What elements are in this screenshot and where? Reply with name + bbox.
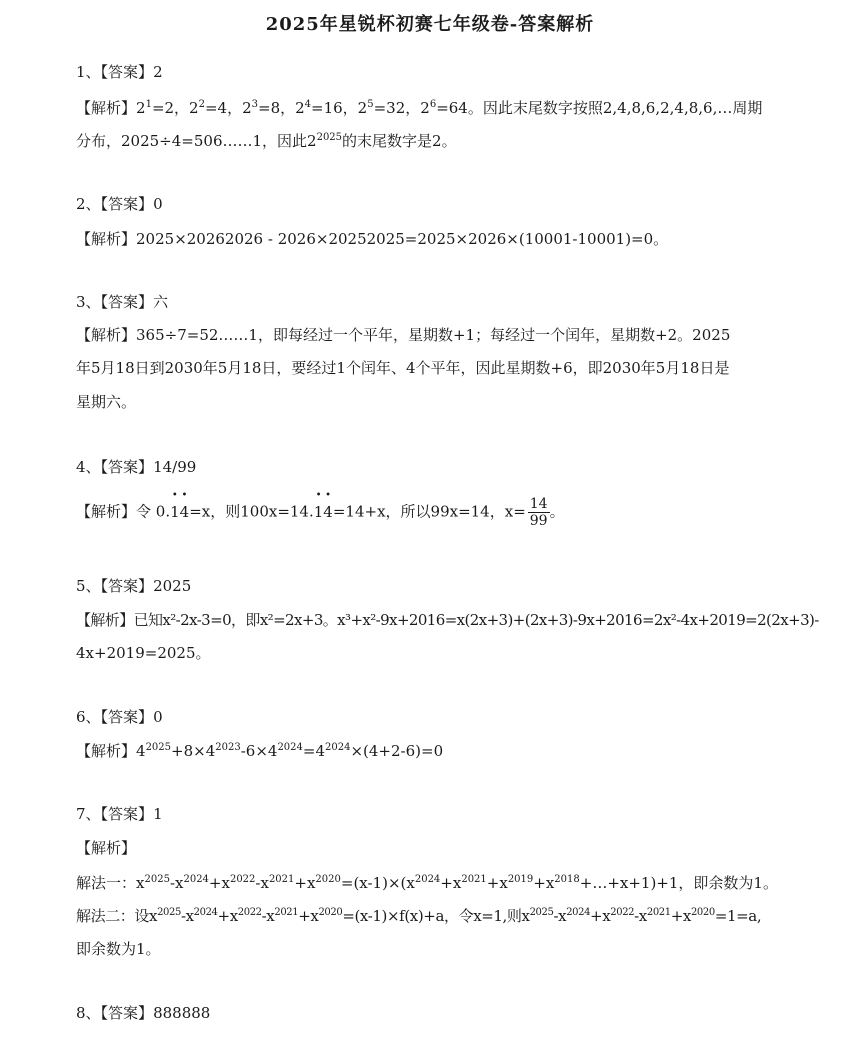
answer-label: 【答案】 xyxy=(100,293,154,311)
q4-answer: 14/99 xyxy=(153,458,197,476)
answer-label: 【答案】 xyxy=(100,63,154,81)
q3-answer-line xyxy=(76,292,168,312)
answer-label: 【答案】 xyxy=(100,1004,154,1022)
q3-number: 3、 xyxy=(76,293,101,311)
fraction: $\frac{14}{99}$ xyxy=(529,496,548,529)
q7-number: 7、 xyxy=(76,805,101,823)
document-title: 2025年星锐杯初赛七年级卷-答案解析 xyxy=(265,14,595,35)
q8-answer-line xyxy=(76,1003,210,1023)
q6-analysis: 【解析】$4^{2025}+8\times 4^{2023}-6\times 4^{2024}=4^{2024}\times(4+2-6)=0$ xyxy=(76,742,444,760)
q8-answer: 888888 xyxy=(153,1004,211,1022)
q1-answer-line xyxy=(76,62,163,82)
answer-label: 【答案】 xyxy=(100,577,154,595)
repeating-dot: • 4 xyxy=(323,502,333,522)
q1-number: 1、 xyxy=(76,63,101,81)
q5-answer-line xyxy=(76,576,191,596)
analysis-label: 【解析】 xyxy=(76,99,137,117)
answer-label: 【答案】 xyxy=(100,708,154,726)
q5-analysis-line2: 4x+2019=2025。 xyxy=(76,644,211,662)
q3-answer: 六 xyxy=(153,293,169,311)
q7-method-2-line2: 即余数为1。 xyxy=(76,940,161,958)
q2-analysis: 【解析】2025×20262026 - 2026×20252025=2025×2026×(10001-10001)=0。 xyxy=(76,230,669,248)
q4-answer-line xyxy=(76,457,196,477)
q6-answer-line xyxy=(76,707,163,727)
repeating-dot: • 1 xyxy=(170,502,180,522)
q6-number: 6、 xyxy=(76,708,101,726)
q3-analysis-line1: 【解析】365÷7=52……1，即每经过一个平年，星期数+1；每经过一个闰年，星期数+2。2025 xyxy=(76,326,731,344)
q7-method-2: 解法二：设$x^{2025}-x^{2024}+x^{2022}-x^{2021}+x^{2020}=(x-1)\times f(x)+a$，令x=1,则$x^{2025}-x^{2024}+x^{2022}-x^{2021}+x^{2020}=1=a$, xyxy=(76,907,762,925)
q1-analysis-line1: 【解析】$2^1=2$，$2^2=4$，$2^3=8$，$2^4=16$，$2^5=32$，$2^6=64$。因此末尾数字按照2,4,8,6,2,4,8,6,…周期 xyxy=(76,99,763,117)
analysis-label: 【解析】 xyxy=(76,611,134,629)
q7-method-1: 解法一：$x^{2025}-x^{2024}+x^{2022}-x^{2021}+x^{2020}=(x-1)\times(x^{2024}+x^{2021}+x^{2019}+x^{2018}+\dots+x+1)+1$，即余数为1。 xyxy=(76,874,778,892)
analysis-label: 【解析】 xyxy=(76,326,137,344)
analysis-label: 【解析】 xyxy=(76,502,137,521)
repeating-dot: • 4 xyxy=(180,502,190,522)
q7-answer: 1 xyxy=(153,805,163,823)
q8-number: 8、 xyxy=(76,1004,101,1022)
q3-analysis-line2: 年5月18日到2030年5月18日，要经过1个闰年、4个平年，因此星期数+6，即2030年5月18日是 xyxy=(76,359,730,377)
q2-number: 2、 xyxy=(76,195,101,213)
q4-analysis: 【解析】令 0.• 1• 4=x，则100x=14.• 1• 4=14+x，所以99x=14，x= $\frac{14}{99}$ 。 xyxy=(76,496,565,529)
answer-label: 【答案】 xyxy=(100,805,154,823)
repeating-dot: • 1 xyxy=(314,502,324,522)
q3-analysis-line3: 星期六。 xyxy=(76,393,137,411)
analysis-label: 【解析】 xyxy=(76,230,137,248)
analysis-label: 【解析】 xyxy=(76,742,137,760)
q5-answer: 2025 xyxy=(153,577,192,595)
q5-analysis-line1: 【解析】已知x²-2x-3=0，即x²=2x+3。x³+x²-9x+2016=x(2x+3)+(2x+3)-9x+2016=2x²-4x+2019=2(2x+3)- xyxy=(76,611,819,629)
q4-number: 4、 xyxy=(76,458,101,476)
q5-number: 5、 xyxy=(76,577,101,595)
q7-analysis-label: 【解析】 xyxy=(76,839,137,857)
q1-analysis-line2: 分布，2025÷4=506……1，因此$2^{2025}$的末尾数字是2。 xyxy=(76,132,457,150)
answer-label: 【答案】 xyxy=(100,458,154,476)
q2-answer: 0 xyxy=(153,195,163,213)
q2-answer-line xyxy=(76,194,163,214)
q6-answer: 0 xyxy=(153,708,163,726)
answer-label: 【答案】 xyxy=(100,195,154,213)
q7-answer-line xyxy=(76,804,163,824)
q1-answer: 2 xyxy=(153,63,163,81)
